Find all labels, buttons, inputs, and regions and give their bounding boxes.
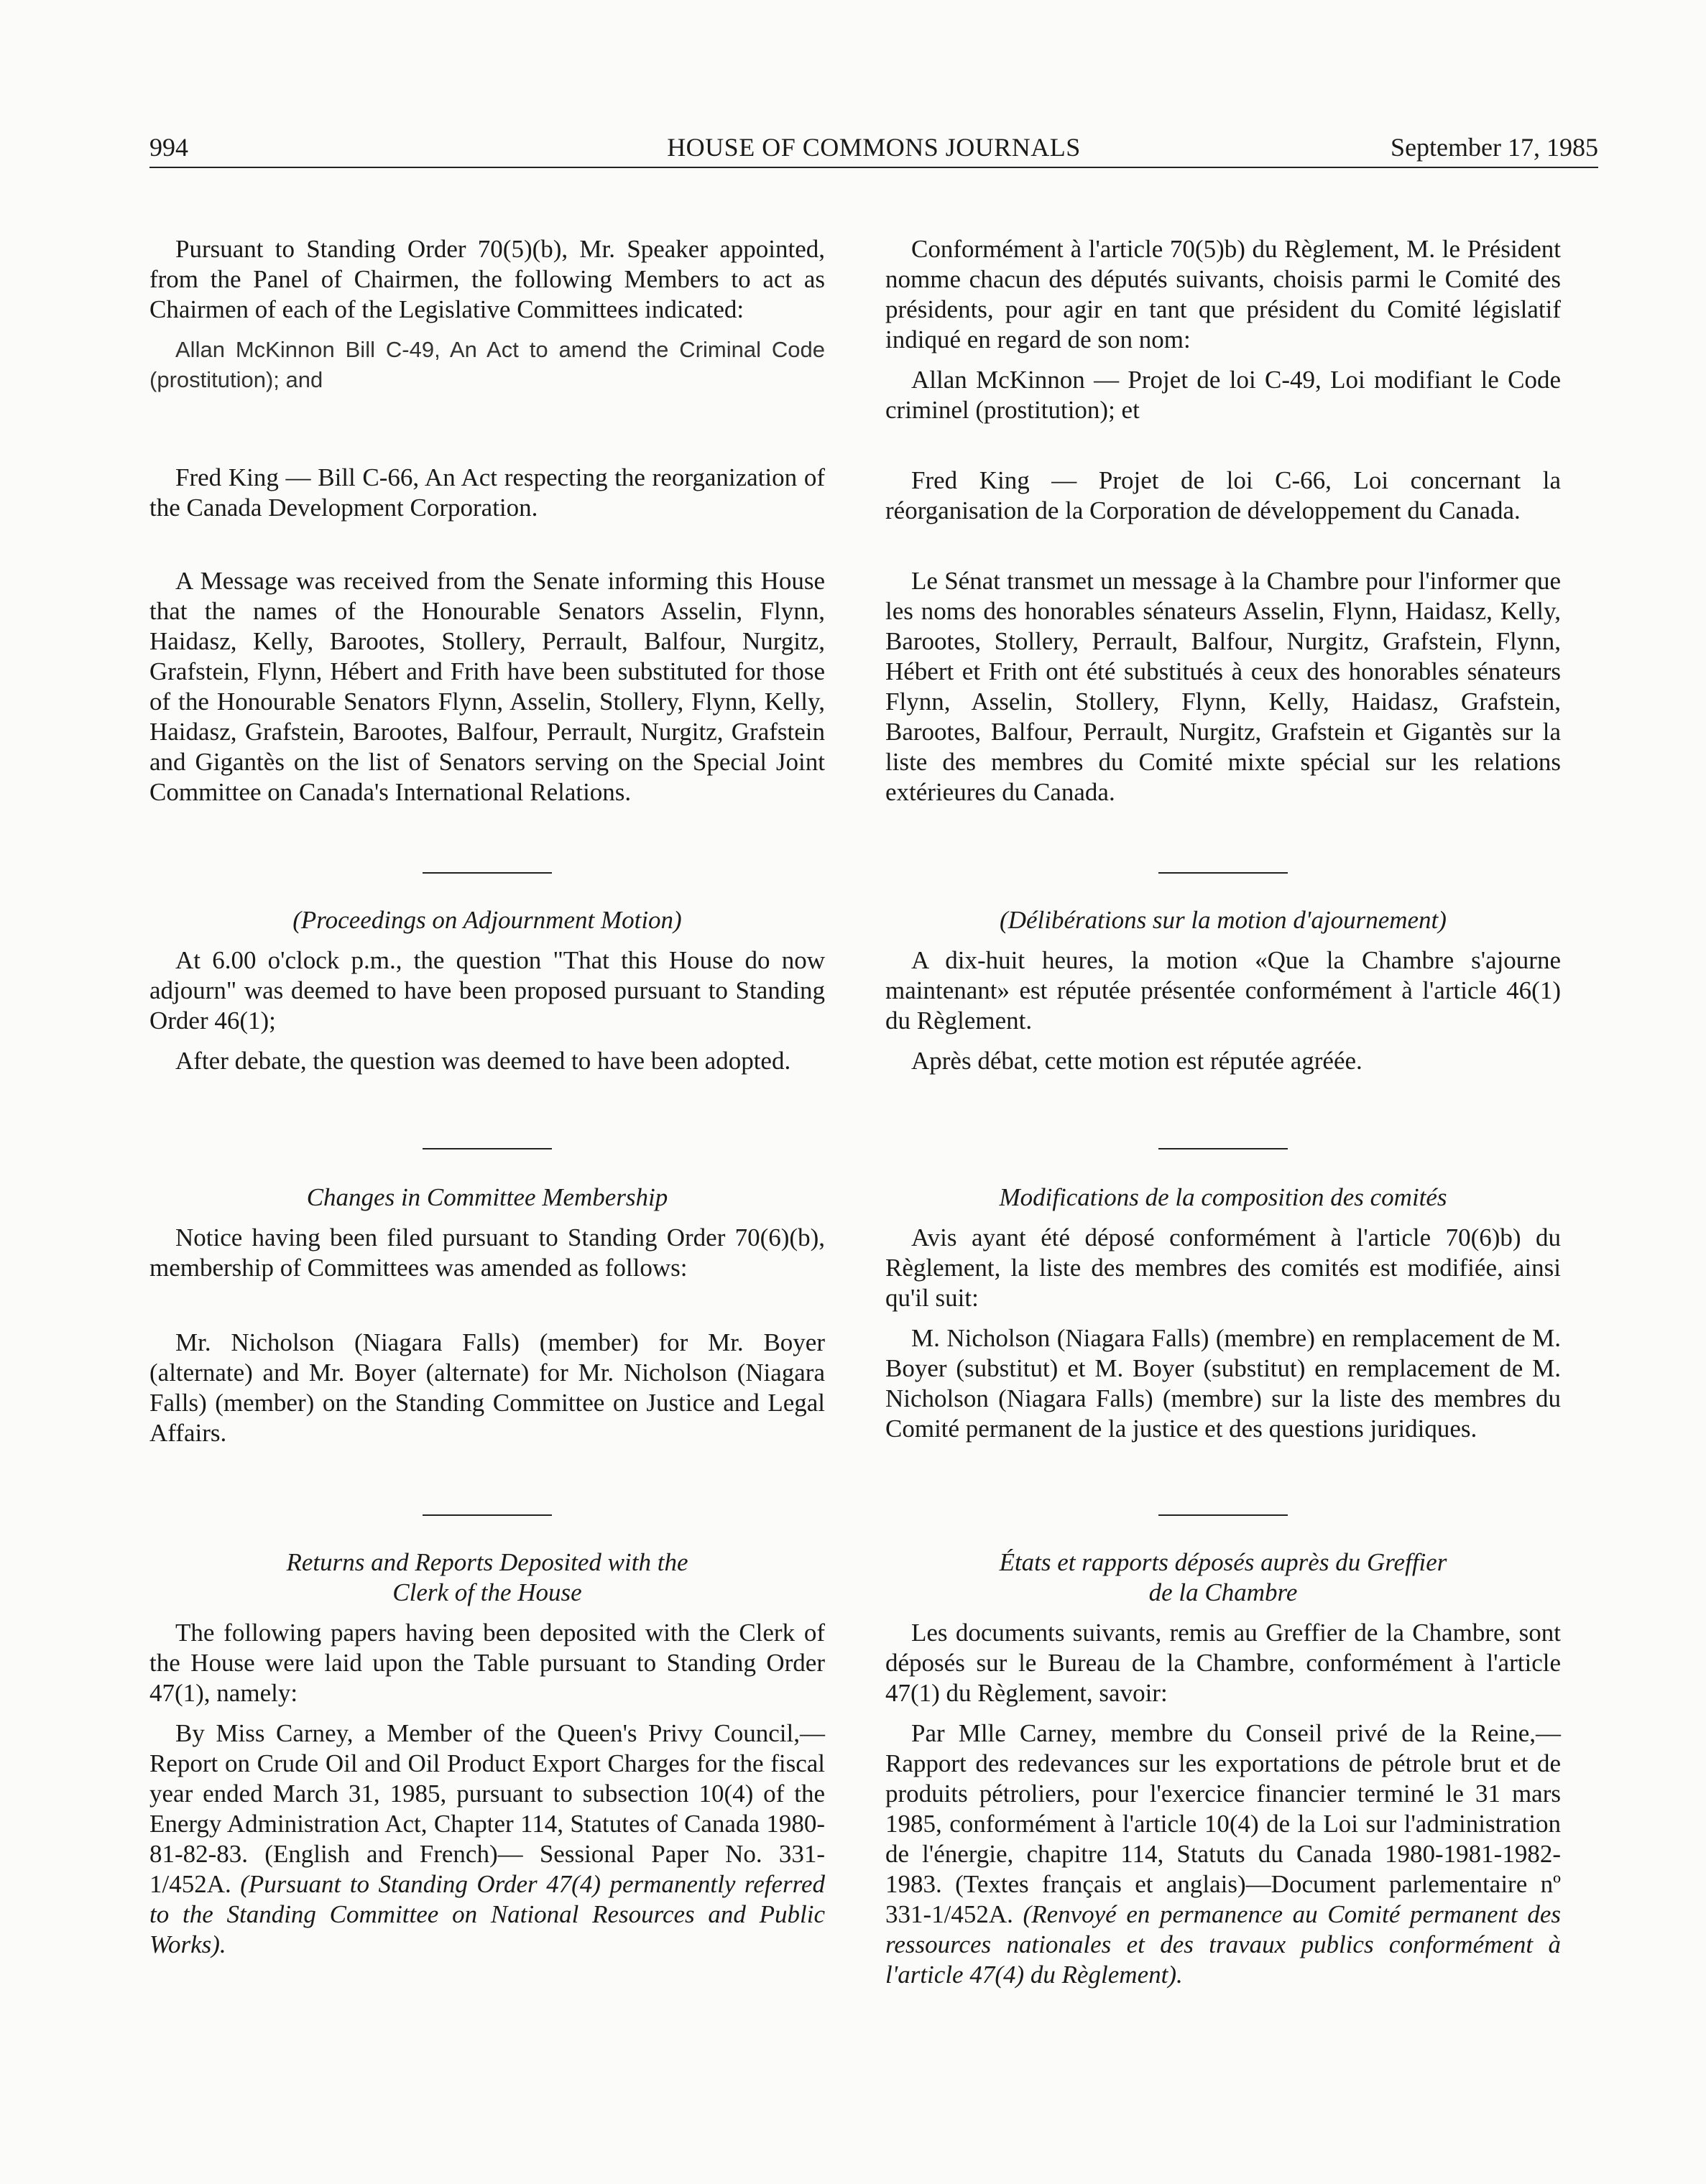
section-divider — [423, 1148, 552, 1149]
committee-paragraph: Notice having been filed pursuant to Standing Order 70(6)(b), membership of Committees was amended as follows: — [149, 1223, 825, 1282]
section-divider — [423, 872, 552, 874]
chairman-entry-1: Allan McKinnon — Projet de loi C-49, Loi modifiant le Code criminel (prostitution); et — [885, 366, 1561, 424]
returns-heading: États et rapports déposés auprès du Greffier — [999, 1548, 1447, 1576]
returns-heading: de la Chambre — [1148, 1578, 1298, 1606]
section-divider — [1158, 872, 1288, 874]
section-divider — [423, 1514, 552, 1516]
chairman-entry-2: Fred King — Bill C-66, An Act respecting the reorganization of the Canada Development Corporation. — [149, 463, 825, 522]
section-divider — [1158, 1148, 1288, 1149]
section-divider — [1158, 1514, 1288, 1516]
adjournment-heading: (Proceedings on Adjournment Motion) — [292, 906, 682, 934]
adjournment-paragraph: A dix-huit heures, la motion «Que la Chambre s'ajourne maintenant» est réputée présentée conformément à l'article 46(1) du Règlement. — [885, 946, 1561, 1035]
returns-paragraph — [149, 1718, 825, 1960]
returns-paragraph — [885, 1718, 1561, 1990]
returns-heading: Returns and Reports Deposited with the — [286, 1548, 688, 1576]
chairmen-intro: Pursuant to Standing Order 70(5)(b), Mr. Speaker appointed, from the Panel of Chairmen, the following Members to act as Chairmen of each of the Legislative Committees indicated: — [149, 235, 825, 323]
page-number: 994 — [149, 133, 188, 162]
committee-heading: Changes in Committee Membership — [306, 1183, 668, 1211]
committee-paragraph: Mr. Nicholson (Niagara Falls) (member) for Mr. Boyer (alternate) and Mr. Boyer (alternate) for Mr. Nicholson (Niagara Falls) (member) on the Standing Committee on Justice and Legal Affairs. — [149, 1328, 825, 1447]
chairmen-intro: Conformément à l'article 70(5)b) du Règlement, M. le Président nomme chacun des députés suivants, choisis parmi le Comité des présidents, pour agir en tant que président du Comité législatif indiqué en regard de son nom: — [885, 235, 1561, 353]
returns-text: Par Mlle Carney, membre du Conseil privé de la Reine,— Rapport des redevances sur les exportations de pétrole brut et de produits pétroliers, pour l'exercice financier terminé le 31 mars 1985, conformément à l'article 10(4) de la Loi sur l'administration de l'énergie, chapitre 114, Statuts du Canada 1980-1981-1982-1983. (Textes français et anglais)—Document parlementaire nº 331-1/452A. — [885, 1719, 1561, 1928]
chairman-entry-2: Fred King — Projet de loi C-66, Loi concernant la réorganisation de la Corporation de développement du Canada. — [885, 466, 1561, 524]
chairman-entry-1: Allan McKinnon Bill C-49, An Act to amend the Criminal Code (prostitution); and — [149, 337, 825, 392]
running-header — [149, 129, 1598, 168]
returns-paragraph: The following papers having been deposited with the Clerk of the House were laid upon the Table pursuant to Standing Order 47(1), namely: — [149, 1619, 825, 1707]
adjournment-paragraph: At 6.00 o'clock p.m., the question "That this House do now adjourn" was deemed to have been proposed pursuant to Standing Order 46(1); — [149, 946, 825, 1035]
senate-message: A Message was received from the Senate informing this House that the names of the Honourable Senators Asselin, Flynn, Haidasz, Kelly, Barootes, Stollery, Perrault, Balfour, Nurgitz, Grafstein, Flynn, Hébert and Frith have been substituted for those of the Honourable Senators Flynn, Asselin, Stollery, Flynn, Kelly, Haidasz, Grafstein, Barootes, Balfour, Perrault, Nurgitz, Grafstein and Gigantès on the list of Senators serving on the Special Joint Committee on Canada's International Relations. — [149, 567, 825, 806]
journal-title: HOUSE OF COMMONS JOURNALS — [667, 133, 1081, 162]
returns-referral: (Renvoyé en permanence au Comité permanent des ressources nationales et des travaux publics conformément à l'article 47(4) du Règlement). — [885, 1900, 1562, 1989]
committee-heading: Modifications de la composition des comités — [999, 1183, 1447, 1211]
returns-heading: Clerk of the House — [392, 1578, 582, 1606]
returns-text: By Miss Carney, a Member of the Queen's Privy Council,— Report on Crude Oil and Oil Product Export Charges for the fiscal year ended March 31, 1985, pursuant to subsection 10(4) of the Energy Administration Act, Chapter 114, Statutes of Canada 1980-81-82-83. (English and French)— Sessional Paper No. 331-1/452A. — [149, 1719, 825, 1898]
adjournment-heading: (Délibérations sur la motion d'ajournement) — [1000, 906, 1447, 934]
returns-paragraph: Les documents suivants, remis au Greffier de la Chambre, sont déposés sur le Bureau de la Chambre, conformément à l'article 47(1) du Règlement, savoir: — [885, 1619, 1561, 1707]
committee-paragraph: M. Nicholson (Niagara Falls) (membre) en remplacement de M. Boyer (substitut) et M. Boyer (substitut) en remplacement de M. Nicholson (Niagara Falls) (membre) sur la liste des membres du Comité permanent de la justice et des questions juridiques. — [885, 1324, 1561, 1443]
senate-message: Le Sénat transmet un message à la Chambre pour l'informer que les noms des honorables sénateurs Asselin, Flynn, Haidasz, Kelly, Barootes, Stollery, Perrault, Balfour, Nurgitz, Grafstein, Flynn, Hébert et Frith ont été substitués à ceux des honorables sénateurs Flynn, Asselin, Stollery, Flynn, Kelly, Haidasz, Grafstein, Barootes, Balfour, Perrault, Nurgitz, Grafstein et Gigantès sur la liste des membres du Comité mixte spécial sur les relations extérieures du Canada. — [885, 567, 1561, 806]
committee-paragraph: Avis ayant été déposé conformément à l'article 70(6)b) du Règlement, la liste des membres des comités est modifiée, ainsi qu'il suit: — [885, 1223, 1561, 1312]
adjournment-paragraph: After debate, the question was deemed to have been adopted. — [175, 1047, 791, 1075]
header-date: September 17, 1985 — [1391, 133, 1598, 162]
adjournment-paragraph: Après débat, cette motion est réputée agréée. — [911, 1047, 1363, 1075]
returns-referral: (Pursuant to Standing Order 47(4) permanently referred to the Standing Committee on National Resources and Public Works). — [149, 1870, 826, 1958]
